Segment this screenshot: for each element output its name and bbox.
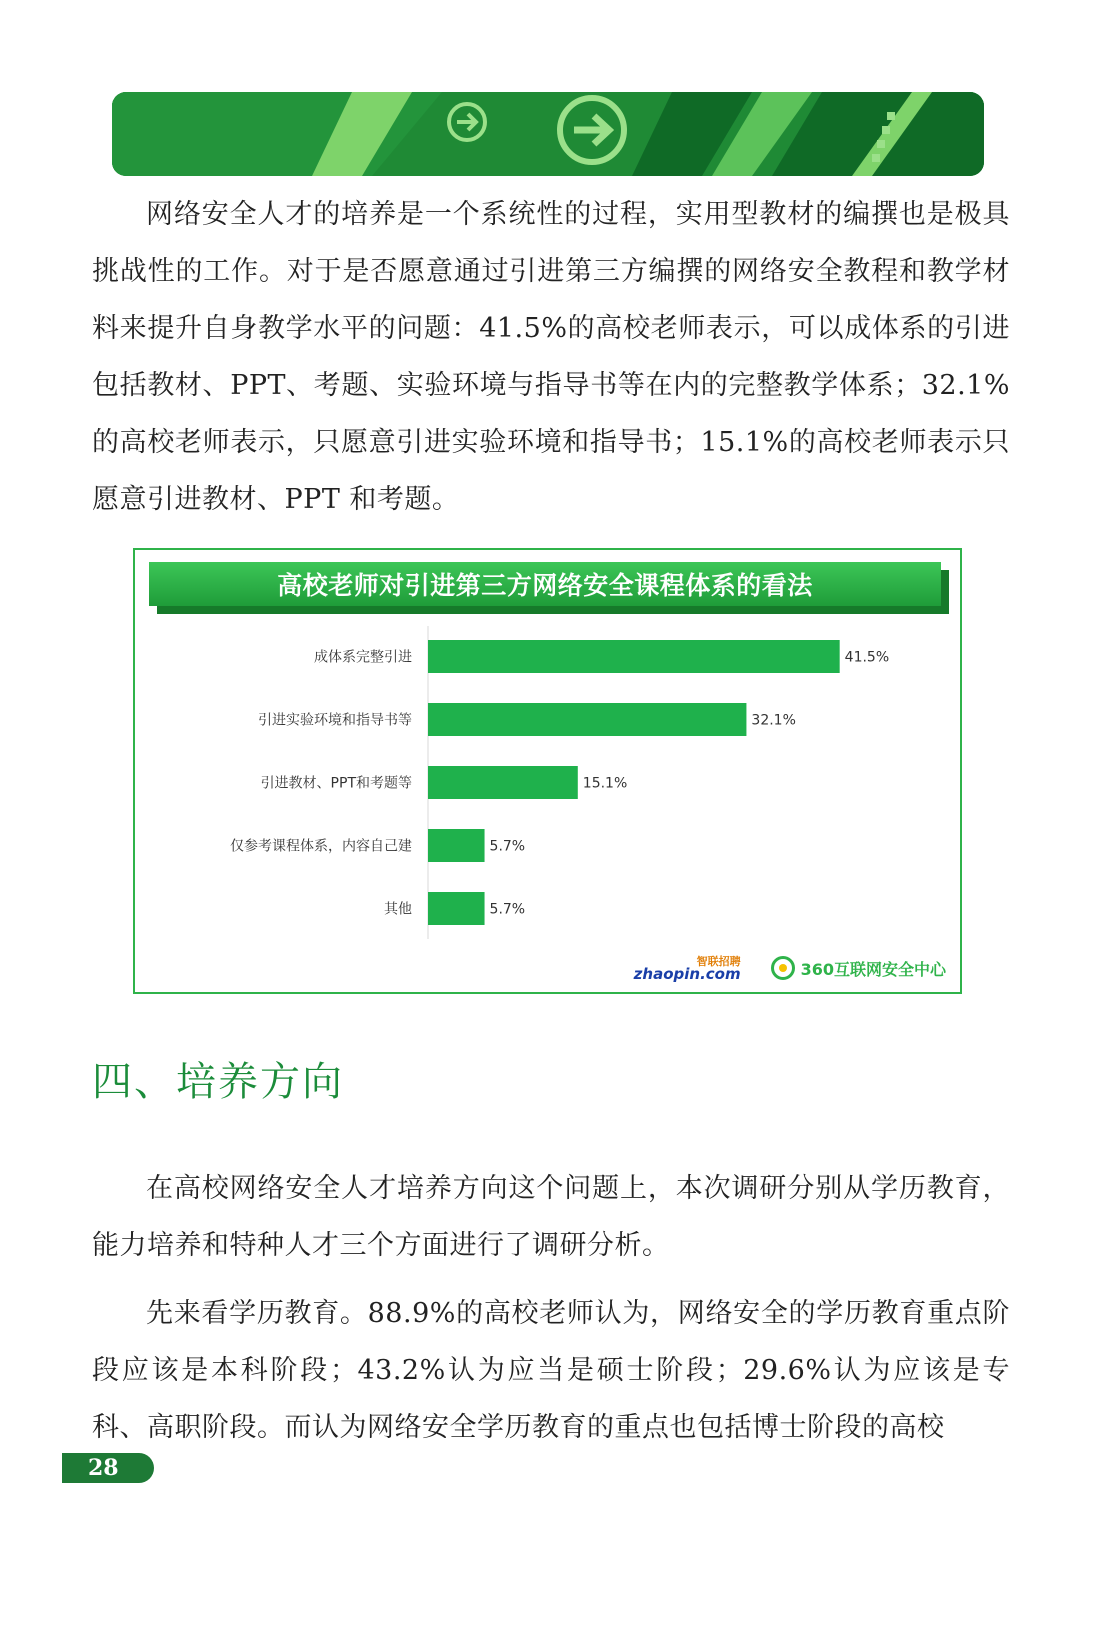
survey-chart — [133, 548, 962, 994]
bar — [428, 892, 485, 925]
qihoo-360-logo: 360互联网安全中心 — [771, 956, 946, 980]
zhaopin-logo: 智联招聘 zhaopin.com — [633, 955, 741, 983]
bar-category-label: 引进实验环境和指导书等 — [258, 712, 412, 729]
bar-category-label: 引进教材、PPT和考题等 — [260, 775, 412, 792]
bar — [428, 640, 840, 673]
intro-paragraph: 网络安全人才的培养是一个系统性的过程，实用型教材的编撰也是极具挑战性的工作。对于是否愿意通过引进第三方编撰的网络安全教程和教学材料来提升自身教学水平的问题：41.5%的高校老师表示，可以成体系的引进包括教材、PPT、考题、实验环境与指导书等在内的完整教学体系；32.1%的高校老师表示，只愿意引进实验环境和指导书；15.1%的高校老师表示只愿意引进教材、PPT 和考题。 — [92, 199, 1010, 515]
chart-title-bar — [149, 562, 949, 612]
bar — [428, 766, 578, 799]
bar-value-label: 5.7% — [489, 901, 526, 918]
bar-value-label: 41.5% — [844, 649, 890, 666]
chart-plot — [135, 620, 960, 940]
education-paragraph: 先来看学历教育。88.9%的高校老师认为，网络安全的学历教育重点阶段应该是本科阶段；43.2%认为应当是硕士阶段；29.6%认为应该是专科、高职阶段。而认为网络安全学历教育的重点也包括博士阶段的高校 — [92, 1298, 1010, 1443]
bar-category-label: 成体系完整引进 — [314, 649, 412, 666]
bar — [428, 829, 485, 862]
section-heading: 四、培养方向 — [92, 1059, 344, 1105]
chart-logos — [634, 952, 946, 984]
page-number: 28 — [62, 1453, 154, 1483]
bar-category-label: 仅参考课程体系，内容自己建 — [230, 838, 412, 855]
header-banner — [112, 92, 984, 176]
chart-title: 高校老师对引进第三方网络安全课程体系的看法 — [277, 571, 813, 600]
direction-paragraph: 在高校网络安全人才培养方向这个问题上，本次调研分别从学历教育，能力培养和特种人才三个方面进行了调研分析。 — [92, 1173, 1010, 1261]
bar-value-label: 15.1% — [582, 775, 628, 792]
bar-value-label: 32.1% — [751, 712, 796, 729]
bar-category-label: 其他 — [384, 901, 412, 918]
bar-value-label: 5.7% — [489, 838, 526, 855]
bar — [428, 703, 746, 736]
qihoo-360-icon — [771, 956, 795, 980]
banner-graphic — [112, 92, 984, 176]
